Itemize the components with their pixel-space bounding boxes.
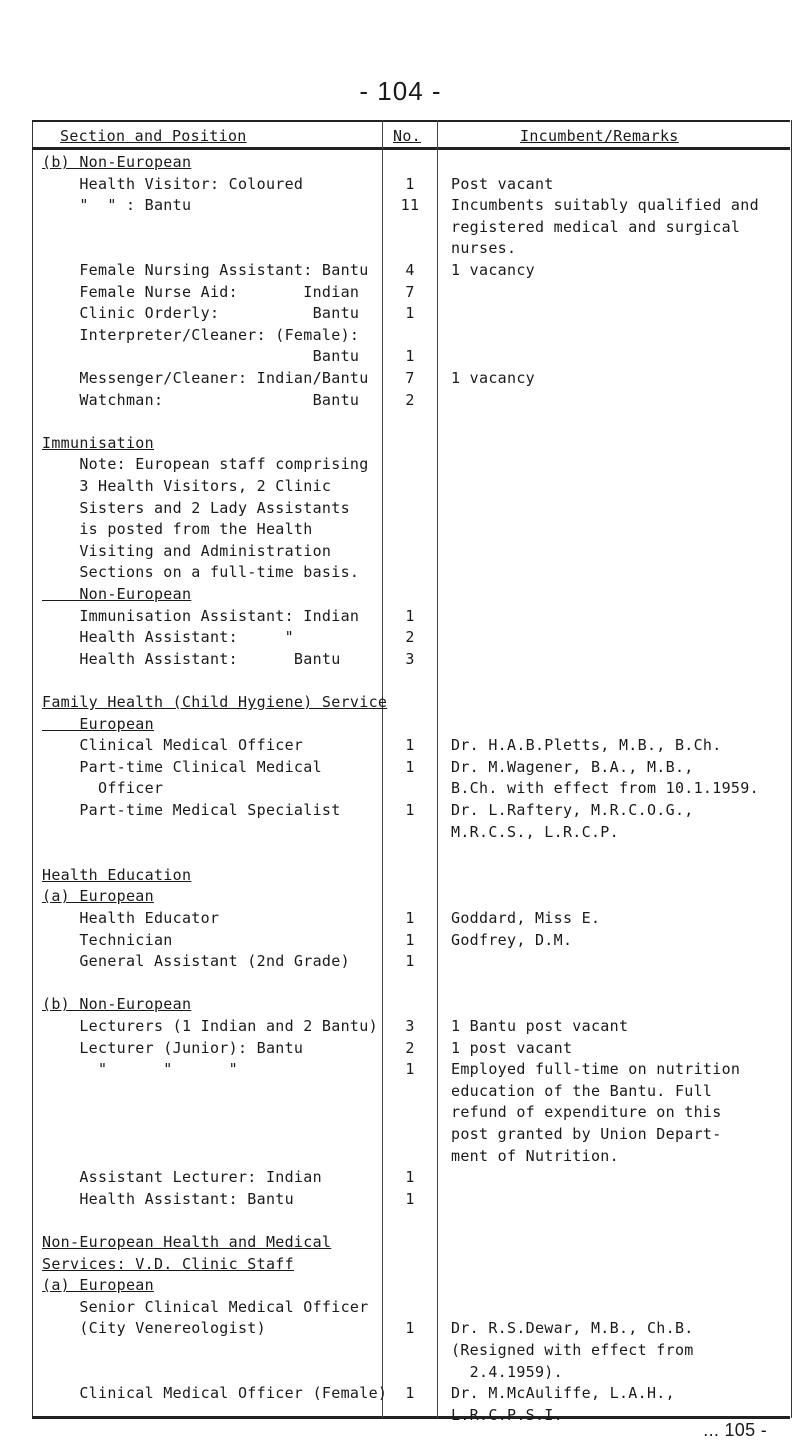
section-position-cell: Watchman: Bantu — [42, 390, 360, 409]
number-cell: 1 — [405, 1060, 415, 1079]
number-cell: 3 — [405, 1017, 415, 1035]
incumbent-remarks-cell: M.R.C.S., L.R.C.P. — [451, 822, 619, 841]
section-position-cell: Female Nursing Assistant: Bantu — [42, 261, 369, 279]
section-position-cell: Services: V.D. Clinic Staff — [42, 1254, 294, 1273]
table-top-rule — [32, 120, 790, 122]
incumbent-remarks-cell: post granted by Union Depart- — [451, 1125, 722, 1143]
section-position-cell: Lecturer (Junior): Bantu — [42, 1038, 304, 1057]
incumbent-remarks-cell: L.R.C.P.S.I. — [451, 1405, 563, 1424]
incumbent-remarks-cell: Incumbents suitably qualified and — [451, 196, 759, 215]
section-position-cell: Health Assistant: Bantu — [42, 649, 341, 668]
section-position-cell: Part-time Clinical Medical — [42, 757, 322, 776]
number-cell: 4 — [405, 261, 415, 279]
section-position-cell: Bantu — [42, 347, 360, 366]
section-position-cell: Note: European staff comprising — [42, 455, 369, 474]
incumbent-remarks-cell: Dr. R.S.Dewar, M.B., Ch.B. — [451, 1319, 694, 1338]
incumbent-remarks-cell: 1 Bantu post vacant — [451, 1017, 629, 1035]
section-position-cell: Assistant Lecturer: Indian — [42, 1168, 322, 1187]
section-position-cell: Visiting and Administration — [42, 541, 332, 560]
incumbent-remarks-cell: Dr. M.Wagener, B.A., M.B., — [451, 757, 694, 776]
incumbent-remarks-cell: 2.4.1959). — [451, 1362, 563, 1381]
page-number: - 104 - — [359, 76, 442, 106]
section-position-cell: " " " — [42, 1060, 238, 1079]
number-cell: 1 — [405, 606, 415, 625]
number-cell: 1 — [405, 736, 415, 755]
number-cell: 2 — [405, 1038, 415, 1057]
number-cell: 1 — [405, 801, 415, 819]
number-cell: 11 — [400, 196, 420, 215]
section-position-cell: Messenger/Cleaner: Indian/Bantu — [42, 369, 369, 387]
section-position-cell: (a) European — [42, 887, 154, 906]
incumbent-remarks-cell: refund of expenditure on this — [451, 1103, 722, 1122]
section-position-cell: Interpreter/Cleaner: (Female): — [42, 325, 360, 344]
section-position-cell: Health Education — [42, 865, 192, 884]
incumbent-remarks-cell: Godfrey, D.M. — [451, 930, 573, 949]
section-position-cell: Clinic Orderly: Bantu — [42, 304, 360, 323]
number-cell: 1 — [405, 1168, 415, 1187]
incumbent-remarks-cell: (Resigned with effect from — [451, 1341, 694, 1359]
section-position-cell: (b) Non-European — [42, 153, 192, 171]
number-cell: 1 — [405, 909, 415, 927]
section-position-cell: Family Health (Child Hygiene) Service — [42, 693, 388, 711]
section-position-cell: Technician — [42, 930, 173, 949]
incumbent-remarks-cell: education of the Bantu. Full — [451, 1081, 713, 1100]
incumbent-remarks-cell: nurses. — [451, 239, 517, 258]
incumbent-remarks-cell: Goddard, Miss E. — [451, 909, 601, 927]
section-position-cell: (b) Non-European — [42, 995, 192, 1014]
section-position-cell: Sections on a full-time basis. — [42, 563, 360, 582]
header-section-position: Section and Position — [60, 127, 247, 145]
incumbent-remarks-cell: Dr. M.McAuliffe, L.A.H., — [451, 1384, 675, 1403]
section-position-cell: Part-time Medical Specialist — [42, 801, 341, 819]
number-cell: 2 — [405, 628, 415, 647]
number-cell: 1 — [405, 1384, 415, 1403]
incumbent-remarks-cell: Post vacant — [451, 174, 554, 193]
incumbent-remarks-cell: Employed full-time on nutrition — [451, 1060, 741, 1079]
section-position-cell: Health Assistant: Bantu — [42, 1189, 294, 1208]
section-position-cell: Health Visitor: Coloured — [42, 174, 304, 193]
section-position-cell: (a) European — [42, 1276, 154, 1295]
section-position-cell: Clinical Medical Officer (Female) — [42, 1384, 388, 1403]
section-position-cell: Officer — [42, 779, 164, 798]
incumbent-remarks-cell: ment of Nutrition. — [451, 1146, 619, 1165]
section-position-cell: Health Educator — [42, 909, 220, 927]
number-cell: 1 — [405, 930, 415, 949]
section-position-cell: Non-European Health and Medical — [42, 1233, 332, 1251]
column-divider-incumbent — [437, 120, 438, 1418]
number-cell: 3 — [405, 649, 415, 668]
section-position-cell: Non-European — [42, 585, 192, 603]
section-position-cell: (City Venereologist) — [42, 1319, 266, 1338]
number-cell: 1 — [405, 1189, 415, 1208]
number-cell: 1 — [405, 952, 415, 971]
section-position-cell: Immunisation — [42, 433, 154, 452]
header-incumbent-remarks: Incumbent/Remarks — [520, 127, 679, 145]
incumbent-remarks-cell: 1 vacancy — [451, 261, 535, 279]
section-position-cell: Immunisation Assistant: Indian — [42, 606, 360, 625]
continued-page-marker: ... 105 - — [703, 1420, 767, 1440]
incumbent-remarks-cell: 1 vacancy — [451, 369, 535, 387]
number-cell: 1 — [405, 174, 415, 193]
section-position-cell: Senior Clinical Medical Officer — [42, 1297, 369, 1316]
number-cell: 1 — [405, 1319, 415, 1338]
header-no: No. — [393, 127, 421, 145]
section-position-cell: 3 Health Visitors, 2 Clinic — [42, 477, 332, 495]
header-rule — [32, 147, 790, 150]
incumbent-remarks-cell: Dr. L.Raftery, M.R.C.O.G., — [451, 801, 694, 819]
incumbent-remarks-cell: B.Ch. with effect from 10.1.1959. — [451, 779, 759, 798]
incumbent-remarks-cell: Dr. H.A.B.Pletts, M.B., B.Ch. — [451, 736, 722, 755]
incumbent-remarks-cell: registered medical and surgical — [451, 217, 741, 236]
number-cell: 1 — [405, 347, 415, 366]
section-position-cell: European — [42, 714, 154, 733]
number-cell: 1 — [405, 304, 415, 323]
incumbent-remarks-cell: 1 post vacant — [451, 1038, 573, 1057]
section-position-cell: is posted from the Health — [42, 520, 313, 539]
section-position-cell: Sisters and 2 Lady Assistants — [42, 498, 350, 517]
section-position-cell: General Assistant (2nd Grade) — [42, 952, 350, 971]
section-position-cell: Health Assistant: " — [42, 628, 294, 647]
section-position-cell: Clinical Medical Officer — [42, 736, 304, 755]
section-position-cell: Lecturers (1 Indian and 2 Bantu) — [42, 1017, 378, 1035]
number-cell: 7 — [405, 282, 415, 301]
section-position-cell: " " : Bantu — [42, 196, 192, 215]
number-cell: 1 — [405, 757, 415, 776]
number-cell: 2 — [405, 390, 415, 409]
number-cell: 7 — [405, 369, 415, 387]
section-position-cell: Female Nurse Aid: Indian — [42, 282, 360, 301]
